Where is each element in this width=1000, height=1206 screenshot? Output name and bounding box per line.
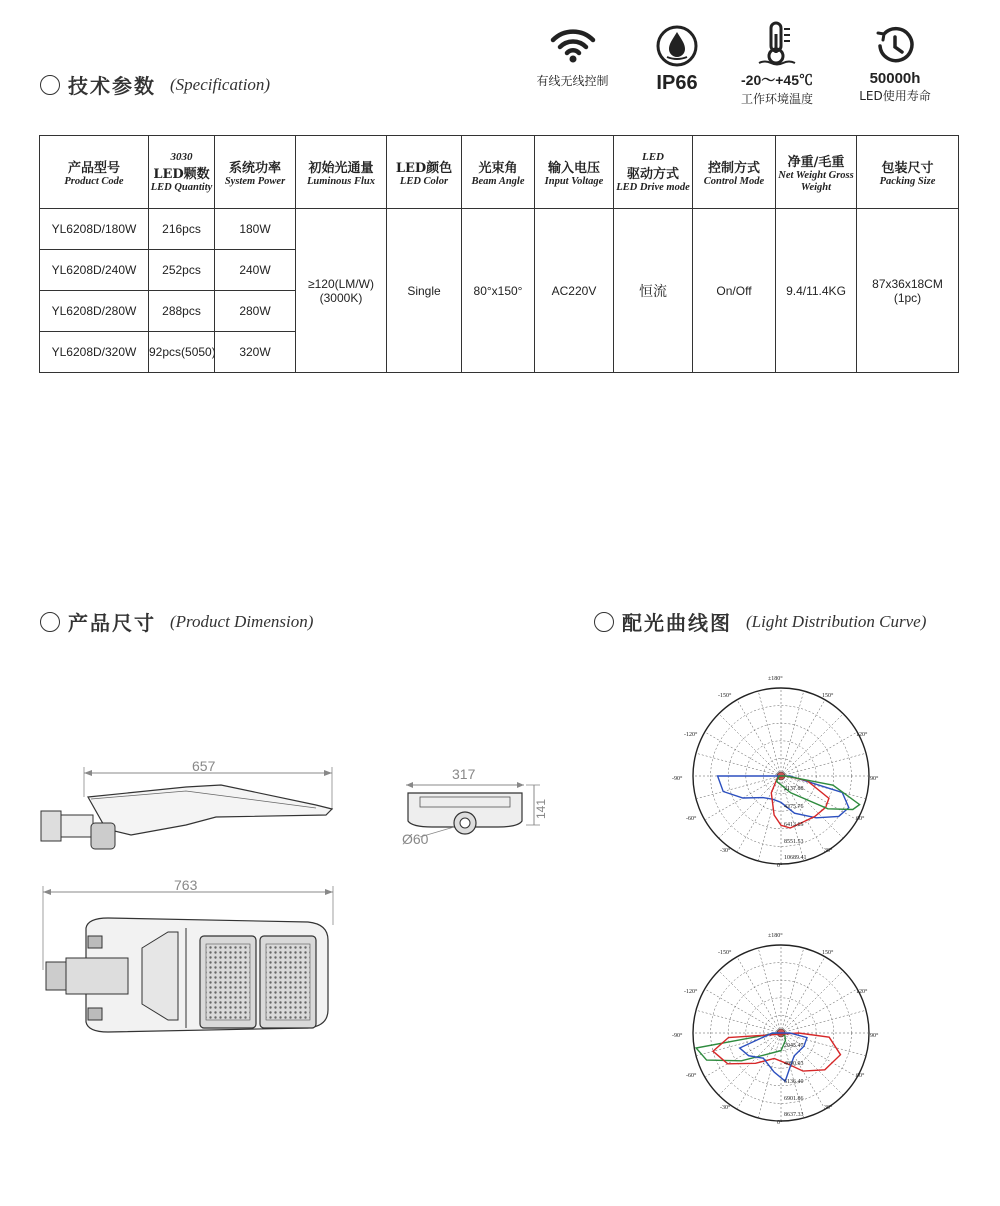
polar-label-right: 90° [870,1033,879,1039]
header-system-power: 系统功率 System Power [215,136,296,209]
dimension-title-cn: 产品尺寸 [68,611,156,635]
cell-power: 320W [215,332,296,373]
header-control-mode: 控制方式 Control Mode [693,136,776,209]
cell-packing: 87x36x18CM (1pc) [857,209,959,373]
feature-lifetime-text: LED使用寿命 [859,89,931,103]
waterproof-drop-icon [655,24,699,68]
polar-ring-label: 6413.65 [784,822,804,828]
polar-label-upper-right: 150° [822,693,834,699]
cell-control: On/Off [693,209,776,373]
cell-power: 240W [215,250,296,291]
cell-code: YL6208D/180W [40,209,149,250]
polar-label-bottom: 0° [777,863,783,869]
feature-temperature-text: 工作环境温度 [740,92,813,106]
polar-ring-label: 6136.40 [784,1079,804,1085]
header-luminous-flux: 初始光通量 Luminous Flux [296,136,387,209]
cell-qty: 92pcs(5050) [149,332,215,373]
wifi-icon [550,26,596,66]
side-view-drawing [36,755,346,855]
polar-curve [718,776,849,818]
polar-label-right: 90° [870,776,879,782]
polar-label-top: ±180° [768,933,783,939]
polar-label-upper-left: -150° [718,950,732,956]
cell-power: 180W [215,209,296,250]
header-led-quantity: 3030 LED颗数 LED Quantity [149,136,215,209]
dimension-section-title [40,607,313,636]
cell-qty: 252pcs [149,250,215,291]
cell-weight: 9.4/11.4KG [776,209,857,373]
polar-label-lower-left: -60° [686,1073,697,1079]
header-packing-size: 包装尺寸 Packing Size [857,136,959,209]
dim-width: 317 [452,766,476,782]
table-row [40,209,959,250]
polar-chart-1-svg [676,676,886,876]
cell-qty: 216pcs [149,209,215,250]
spec-section-title [40,70,270,99]
curve-title-en: (Light Distribution Curve) [746,611,927,631]
polar-label-mid-upper-left: -120° [684,732,698,738]
polar-label-mid-upper-right: 120° [856,989,868,995]
feature-ip66-text: IP66 [656,72,698,94]
polar-label-bottom-left: -30° [720,848,731,854]
cell-drive: 恒流 [614,209,693,373]
bottom-view-drawing [38,880,338,1040]
polar-label-upper-right: 150° [822,950,834,956]
thermometer-icon [757,20,797,66]
polar-ring-label: 8551.53 [784,839,804,845]
cell-qty: 288pcs [149,291,215,332]
dim-height: 141 [534,798,549,820]
polar-label-top: ±180° [768,676,783,682]
header-led-color: LED颜色 LED Color [387,136,462,209]
circle-bullet-icon [40,75,60,95]
table-header-row [40,136,959,209]
feature-temperature-value: -20～+45℃ [741,72,813,88]
feature-wireless-text: 有线无线控制 [536,74,609,88]
polar-ring-label: 4090.93 [784,1061,804,1067]
polar-label-lower-right: 60° [856,816,865,822]
curve-section-title [594,607,926,636]
cell-beam: 80°x150° [462,209,535,373]
header-drive-mode: LED 驱动方式 LED Drive mode [614,136,693,209]
polar-label-bottom-left: -30° [720,1105,731,1111]
polar-ring-label: 2045.47 [784,1043,804,1049]
header-weight: 净重/毛重 Net Weight Gross Weight [776,136,857,209]
polar-label-upper-left: -150° [718,693,732,699]
polar-chart-2 [672,933,886,1133]
dim-total-length: 763 [174,877,198,893]
cell-code: YL6208D/280W [40,291,149,332]
polar-ring-label: 2137.88 [784,786,804,792]
polar-chart-2-svg [676,933,886,1133]
polar-curve [740,1033,807,1081]
feature-lifetime-value: 50000h [869,70,921,87]
cell-flux: ≥120(LM/W) (3000K) [296,209,387,373]
dimension-title-en: (Product Dimension) [170,611,314,631]
header-beam-angle: 光束角 Beam Angle [462,136,535,209]
polar-ring-label: 8637.33 [784,1112,804,1118]
feature-temperature [722,20,832,107]
dim-diameter: Ø60 [402,831,429,847]
polar-label-bottom-right: 30° [824,1105,833,1111]
cell-color: Single [387,209,462,373]
circle-bullet-icon [594,612,614,632]
polar-label-bottom-right: 30° [824,848,833,854]
feature-ip66 [642,24,712,95]
cell-voltage: AC220V [535,209,614,373]
cell-power: 280W [215,291,296,332]
polar-label-lower-left: -60° [686,816,697,822]
polar-label-mid-upper-right: 120° [856,732,868,738]
polar-ring-label: 4275.76 [784,804,804,810]
spec-table [39,135,959,373]
clock-icon [875,26,915,66]
curve-title-cn: 配光曲线图 [622,611,732,635]
polar-label-bottom: 0° [777,1120,783,1126]
polar-chart-1 [672,676,886,876]
spec-title-cn: 技术参数 [68,74,156,98]
header-input-voltage: 输入电压 Input Voltage [535,136,614,209]
circle-bullet-icon [40,612,60,632]
polar-label-lower-right: 60° [856,1073,865,1079]
polar-ring-label: 6901.86 [784,1096,804,1102]
polar-ring-label: 10689.41 [784,855,807,861]
polar-label-mid-upper-left: -120° [684,989,698,995]
feature-lifetime [845,26,945,104]
polar-label-left: -90° [672,776,683,782]
polar-label-left: -90° [672,1033,683,1039]
cell-code: YL6208D/320W [40,332,149,373]
spec-title-en: (Specification) [170,74,271,94]
feature-wireless [525,26,620,89]
cell-code: YL6208D/240W [40,250,149,291]
header-product-code: 产品型号 Product Code [40,136,149,209]
dim-length: 657 [192,758,216,774]
